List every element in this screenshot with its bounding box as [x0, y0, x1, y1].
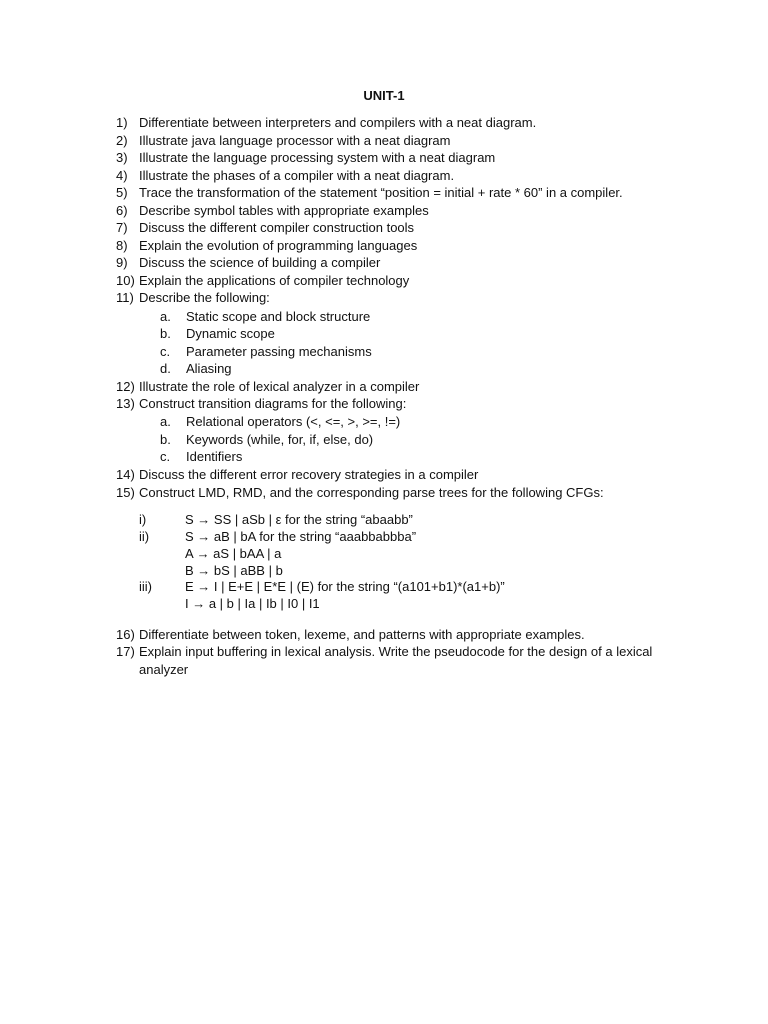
question-text: Describe symbol tables with appropriate examples	[139, 203, 429, 218]
grammar-numeral: i)	[139, 512, 147, 527]
sub-item-text: Dynamic scope	[186, 326, 275, 341]
question-text: Discuss the different error recovery strategies in a compiler	[139, 467, 479, 482]
page-title: UNIT-1	[363, 88, 405, 103]
question-number: 8)	[116, 238, 128, 253]
question-text: Illustrate the language processing system with a neat diagram	[139, 150, 496, 165]
grammar-numeral: iii)	[139, 579, 152, 594]
sub-item-letter: a.	[160, 309, 171, 324]
question-number: 9)	[116, 255, 128, 270]
question-text: Describe the following:	[139, 290, 270, 305]
sub-item-text: Aliasing	[186, 361, 232, 376]
question-text: Discuss the different compiler construction tools	[139, 220, 415, 235]
sub-item-text: Keywords (while, for, if, else, do)	[186, 432, 374, 447]
sub-item-letter: b.	[160, 326, 171, 341]
question-text: Trace the transformation of the statement “position = initial + rate * 60” in a compiler.	[139, 185, 623, 200]
question-number: 15)	[116, 485, 135, 500]
sub-item-letter: c.	[160, 344, 171, 359]
grammar-rule: E → I | E+E | E*E | (E) for the string “(a101+b1)*(a1+b)”	[185, 579, 505, 594]
question-number: 10)	[116, 273, 135, 288]
grammar-rule: B → bS | aBB | b	[185, 563, 283, 578]
question-number: 14)	[116, 467, 135, 482]
question-text: Explain the applications of compiler technology	[139, 273, 410, 288]
question-number: 7)	[116, 220, 128, 235]
sub-item-letter: b.	[160, 432, 171, 447]
question-text: Construct LMD, RMD, and the corresponding parse trees for the following CFGs:	[139, 485, 604, 500]
grammar-rule: I → a | b | Ia | Ib | I0 | I1	[185, 596, 320, 611]
question-text: Differentiate between interpreters and compilers with a neat diagram.	[139, 115, 537, 130]
question-number: 3)	[116, 150, 128, 165]
question-text: Explain the evolution of programming languages	[139, 238, 418, 253]
sub-item-letter: d.	[160, 361, 171, 376]
sub-item-letter: c.	[160, 449, 171, 464]
question-number: 11)	[116, 290, 134, 305]
question-text: Discuss the science of building a compiler	[139, 255, 381, 270]
grammar-rule: A → aS | bAA | a	[185, 546, 282, 561]
sub-item-text: Relational operators (<, <=, >, >=, !=)	[186, 414, 401, 429]
question-text: Construct transition diagrams for the following:	[139, 396, 407, 411]
grammar-numeral: ii)	[139, 529, 150, 544]
question-number: 17)	[116, 644, 135, 659]
sub-item-text: Static scope and block structure	[186, 309, 371, 324]
sub-item-letter: a.	[160, 414, 171, 429]
grammar-rule: S → SS | aSb | ε for the string “abaabb”	[185, 512, 413, 527]
question-number: 12)	[116, 379, 135, 394]
question-number: 2)	[116, 133, 128, 148]
question-number: 16)	[116, 627, 135, 642]
sub-item-text: Identifiers	[186, 449, 243, 464]
question-text: Differentiate between token, lexeme, and patterns with appropriate examples.	[139, 627, 585, 642]
question-text: Illustrate the phases of a compiler with a neat diagram.	[139, 168, 455, 183]
sub-item-text: Parameter passing mechanisms	[186, 344, 372, 359]
question-number: 1)	[116, 115, 128, 130]
question-text: Illustrate java language processor with a neat diagram	[139, 133, 451, 148]
question-number: 4)	[116, 168, 128, 183]
grammar-rule: S → aB | bA for the string “aaabbabbba”	[185, 529, 417, 544]
question-number: 13)	[116, 396, 135, 411]
question-text: Illustrate the role of lexical analyzer in a compiler	[139, 379, 420, 394]
question-number: 5)	[116, 185, 128, 200]
question-number: 6)	[116, 203, 128, 218]
question-text: Explain input buffering in lexical analysis. Write the pseudocode for the design of a lexical analyzer	[139, 644, 653, 677]
